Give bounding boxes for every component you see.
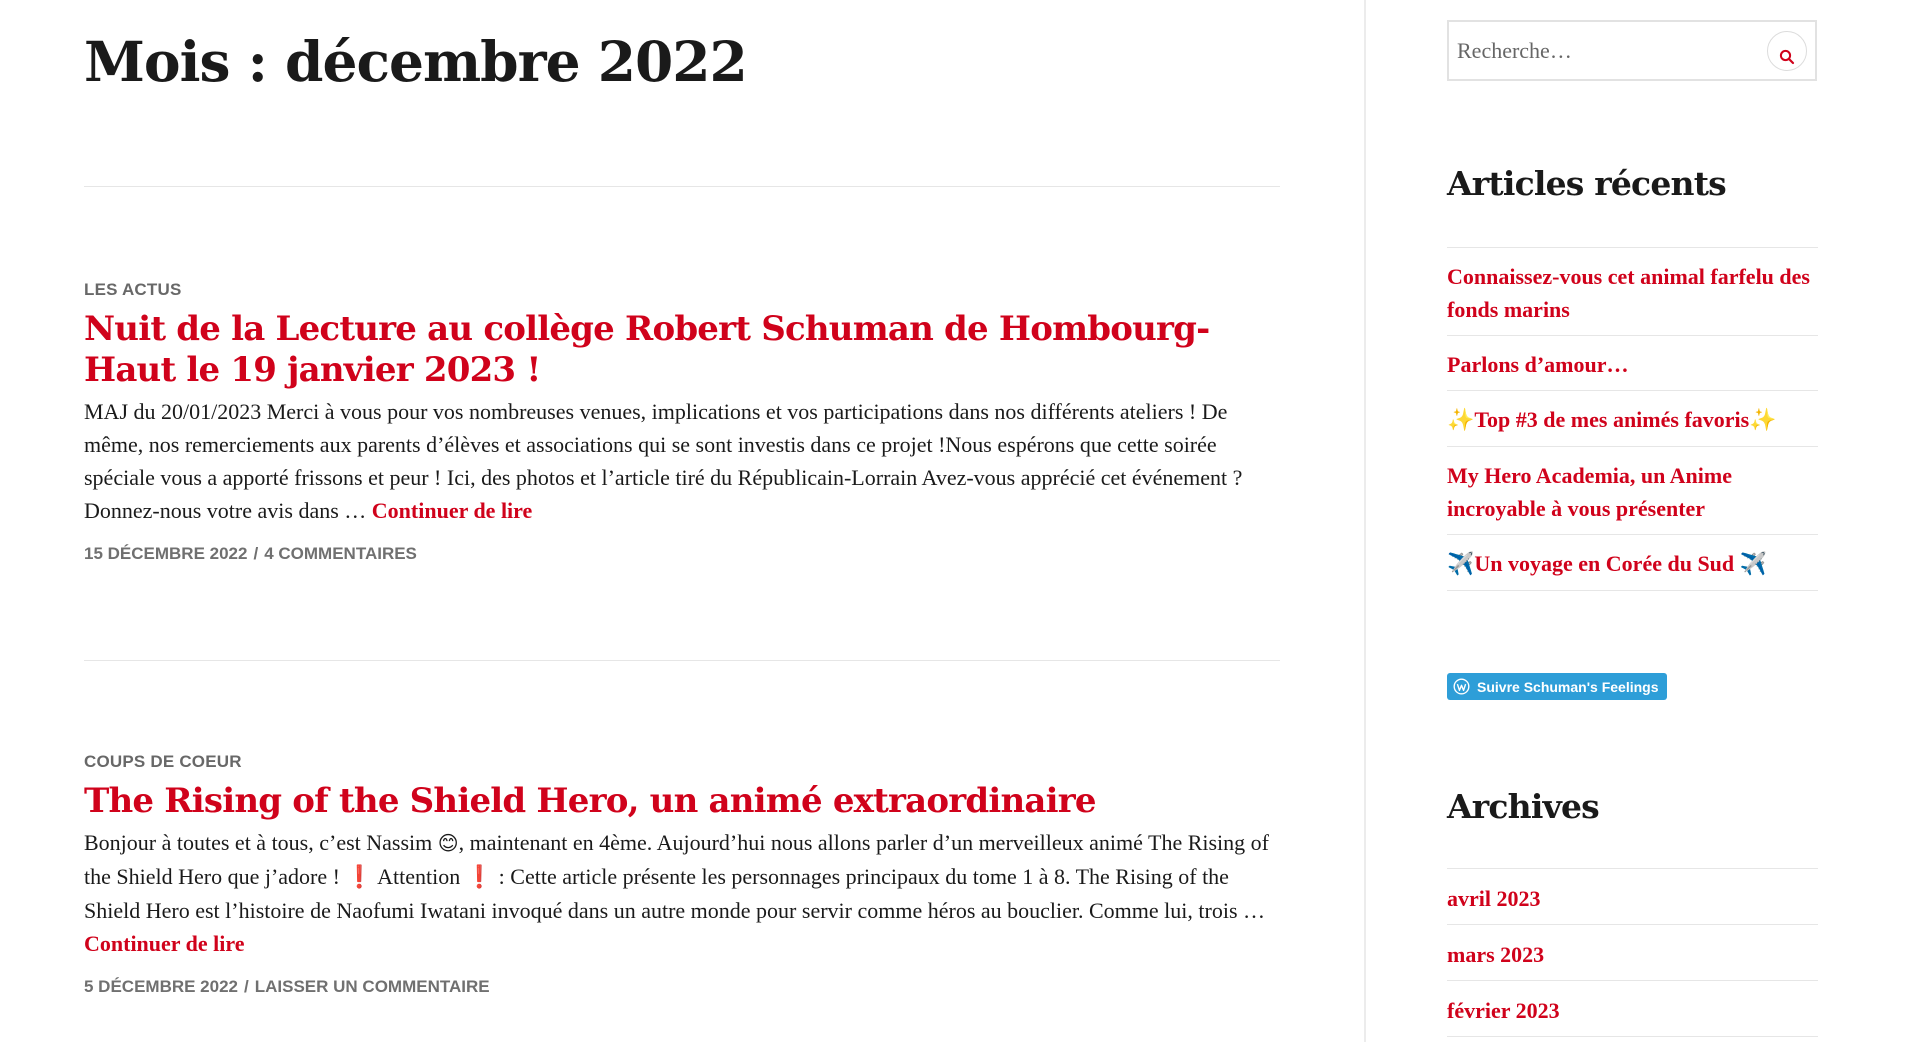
post-category-link[interactable]: COUPS DE COEUR <box>84 752 242 771</box>
smiling-face-icon: 😊 <box>437 831 459 855</box>
search-button[interactable] <box>1767 31 1807 71</box>
list-item <box>1447 391 1818 447</box>
page-title: Mois : décembre 2022 <box>84 29 747 94</box>
excerpt-text: Bonjour à toutes et à tous, c’est Nassim <box>84 830 438 855</box>
exclamation-icon: ❗ <box>465 865 494 890</box>
recent-posts-list <box>1447 247 1818 591</box>
search-icon <box>1779 49 1795 65</box>
recent-post-link[interactable] <box>1447 407 1777 432</box>
excerpt-text: , maintenant en 4ème. Aujourd’hui nous allons parler d’un merveilleux animé The Rising of the Shield Hero que j’adore ! <box>84 830 1269 889</box>
continue-reading-link[interactable]: Continuer de lire <box>371 498 533 523</box>
post-category-link[interactable]: LES ACTUS <box>84 280 182 299</box>
follow-blog-label: Suivre Schuman's Feelings <box>1477 678 1659 695</box>
post-date-link[interactable]: 15 DÉCEMBRE 2022 <box>84 544 248 563</box>
recent-post-link[interactable] <box>1447 551 1767 576</box>
archive-link[interactable]: février 2023 <box>1447 998 1560 1023</box>
continue-reading-link[interactable]: Continuer de lire <box>84 931 245 956</box>
exclamation-icon: ❗ <box>345 865 373 890</box>
list-item <box>1447 869 1818 925</box>
list-item <box>1447 535 1818 591</box>
divider <box>84 186 1280 187</box>
recent-post-link[interactable]: My Hero Academia, un Anime incroyable à vous présenter <box>1447 463 1732 521</box>
post-shield-hero <box>84 750 1280 999</box>
recent-post-label: Un voyage en Corée du Sud <box>1474 551 1740 576</box>
excerpt-text: MAJ du 20/01/2023 Merci à vous pour vos nombreuses venues, implications et vos participations dans nos différents ateliers ! De même, nos remerciements aux parents d’élèves et associations qui se sont investis dans ce projet !Nous espérons que cette soirée spéciale vous a apporté frissons et peur ! Ici, des photos et l’article tiré du Républicain-Lorrain Avez-vous apprécié cet événement ? Donnez-nous votre avis dans … <box>84 399 1243 523</box>
post-meta <box>84 975 1280 999</box>
post-title-link[interactable]: The Rising of the Shield Hero, un animé extraordinaire <box>84 781 1096 821</box>
excerpt-text: Attention <box>372 864 466 889</box>
post-date-link[interactable]: 5 DÉCEMBRE 2022 <box>84 977 239 996</box>
airplane-icon: ✈️ <box>1739 552 1768 577</box>
sparkles-icon: ✨ <box>1749 408 1777 433</box>
post-title-link[interactable]: Nuit de la Lecture au collège Robert Schuman de Hombourg-Haut le 19 janvier 2023 ! <box>84 309 1210 390</box>
recent-post-label: Top #3 de mes animés favoris <box>1474 407 1750 432</box>
follow-blog-button[interactable] <box>1447 673 1667 700</box>
post-excerpt <box>84 395 1280 527</box>
meta-separator: / <box>244 977 249 996</box>
list-item <box>1447 447 1818 535</box>
divider <box>84 660 1280 661</box>
list-item <box>1447 248 1818 336</box>
post-excerpt <box>84 826 1280 960</box>
archives-title: Archives <box>1447 787 1599 826</box>
meta-separator: / <box>253 544 259 563</box>
archives-list <box>1447 868 1818 1037</box>
sidebar-divider <box>1364 0 1366 1042</box>
list-item <box>1447 925 1818 981</box>
search-form <box>1447 20 1817 81</box>
airplane-icon: ✈️ <box>1447 552 1475 577</box>
post-comments-link[interactable]: 4 COMMENTAIRES <box>264 544 417 563</box>
sparkles-icon: ✨ <box>1447 408 1475 433</box>
recent-post-link[interactable]: Connaissez-vous cet animal farfelu des fonds marins <box>1447 264 1810 322</box>
excerpt-text: : Cette article présente les personnages principaux du tome 1 à 8. The Rising of the Shield Hero est l’histoire de Naofumi Iwatani invoqué dans un autre monde pour servir comme héros au bouclier. Comme lui, trois … <box>84 864 1266 923</box>
recent-posts-title: Articles récents <box>1447 164 1726 203</box>
search-input[interactable] <box>1457 32 1757 70</box>
post-comments-link[interactable]: LAISSER UN COMMENTAIRE <box>254 977 490 996</box>
archive-link[interactable]: mars 2023 <box>1447 942 1545 967</box>
recent-post-link[interactable]: Parlons d’amour… <box>1447 352 1629 377</box>
list-item <box>1447 336 1818 391</box>
post-meta <box>84 542 1280 566</box>
archive-link[interactable]: avril 2023 <box>1447 886 1541 911</box>
list-item <box>1447 981 1818 1037</box>
post-nuit-lecture <box>84 278 1280 566</box>
wordpress-icon <box>1453 678 1470 695</box>
